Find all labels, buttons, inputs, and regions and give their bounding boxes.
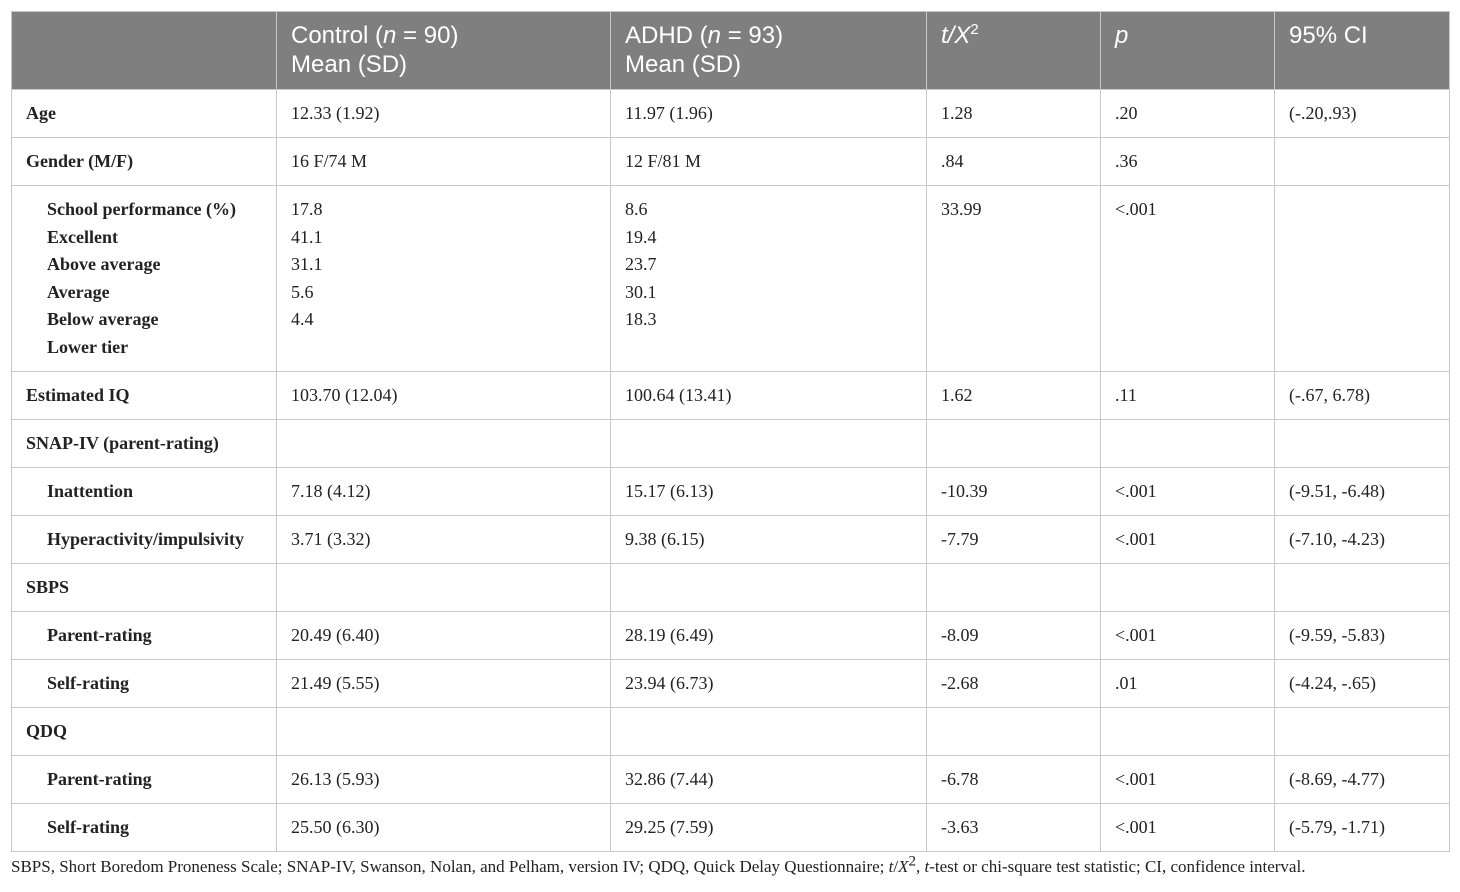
cell-stat: -8.09 xyxy=(927,612,1101,660)
cell-p: <.001 xyxy=(1101,516,1275,564)
header-p-text: p xyxy=(1115,22,1129,49)
header-stat-slash: / xyxy=(947,22,955,49)
footnote-slash: / xyxy=(893,857,899,876)
cell-p: <.001 xyxy=(1101,804,1275,852)
school-adhd-value: 30.1 xyxy=(625,281,657,302)
cell-stat xyxy=(927,708,1101,756)
cell-adhd: 32.86 (7.44) xyxy=(611,756,927,804)
row-label: SBPS xyxy=(12,564,277,612)
row-label: SNAP-IV (parent-rating) xyxy=(12,420,277,468)
cell-control: 25.50 (6.30) xyxy=(277,804,611,852)
cell-ci: (-8.69, -4.77) xyxy=(1275,756,1450,804)
cell-control: 26.13 (5.93) xyxy=(277,756,611,804)
cell-control: 7.18 (4.12) xyxy=(277,468,611,516)
school-label: Below average xyxy=(47,309,159,329)
cell-adhd: 23.94 (6.73) xyxy=(611,660,927,708)
row-label: Parent-rating xyxy=(12,756,277,804)
school-label: Lower tier xyxy=(47,336,129,357)
footnote-x: X xyxy=(898,857,909,876)
cell-adhd xyxy=(611,564,927,612)
cell-stat xyxy=(927,564,1101,612)
cell-ci-school xyxy=(1275,186,1450,372)
cell-ci: (-.20,.93) xyxy=(1275,90,1450,138)
school-label: Excellent xyxy=(47,226,118,247)
school-adhd-value: 8.6 xyxy=(625,199,648,219)
table-row-iq xyxy=(12,372,1450,420)
cell-control: 3.71 (3.32) xyxy=(277,516,611,564)
cell-p: .01 xyxy=(1101,660,1275,708)
table-container xyxy=(11,11,1449,852)
cell-p: <.001 xyxy=(1101,612,1275,660)
table-row-inattention xyxy=(12,468,1450,516)
school-adhd-value: 23.7 xyxy=(625,254,657,274)
school-control-value: 4.4 xyxy=(291,309,314,329)
cell-control: 12.33 (1.92) xyxy=(277,90,611,138)
header-adhd-sub: Mean (SD) xyxy=(625,51,742,78)
school-control-value: 31.1 xyxy=(291,254,323,274)
footnote-sup: 2 xyxy=(908,853,916,870)
cell-adhd-school xyxy=(611,186,927,372)
cell-control-school xyxy=(277,186,611,372)
cell-control: 16 F/74 M xyxy=(277,138,611,186)
cell-ci xyxy=(1275,708,1450,756)
footnote-sep: , xyxy=(915,857,925,876)
table-row-qdq-self xyxy=(12,804,1450,852)
row-label: Parent-rating xyxy=(12,612,277,660)
footnote-t2: t xyxy=(924,857,930,876)
cell-stat: -6.78 xyxy=(927,756,1101,804)
cell-adhd xyxy=(611,420,927,468)
school-control-value: 41.1 xyxy=(291,226,323,247)
row-label: Inattention xyxy=(12,468,277,516)
school-label: School performance (%) xyxy=(47,199,236,219)
demographics-table xyxy=(11,11,1450,852)
row-label: Age xyxy=(12,90,277,138)
footnote-part2: -test or chi-square test statistic; CI, confidence interval. xyxy=(929,857,1306,876)
row-label: Estimated IQ xyxy=(12,372,277,420)
cell-stat: 1.62 xyxy=(927,372,1101,420)
header-adhd xyxy=(611,12,927,90)
row-label: Gender (M/F) xyxy=(12,138,277,186)
cell-adhd: 9.38 (6.15) xyxy=(611,516,927,564)
header-empty xyxy=(12,12,277,90)
cell-control: 21.49 (5.55) xyxy=(277,660,611,708)
cell-adhd: 29.25 (7.59) xyxy=(611,804,927,852)
cell-p: .36 xyxy=(1101,138,1275,186)
header-p xyxy=(1101,12,1275,90)
cell-p: <.001 xyxy=(1101,756,1275,804)
cell-adhd: 15.17 (6.13) xyxy=(611,468,927,516)
cell-stat xyxy=(927,420,1101,468)
row-label: Hyperactivity/impulsivity xyxy=(12,516,277,564)
cell-ci: (-9.51, -6.48) xyxy=(1275,468,1450,516)
header-adhd-post: = 93) xyxy=(721,22,784,49)
school-label: Average xyxy=(47,281,110,302)
cell-adhd: 100.64 (13.41) xyxy=(611,372,927,420)
cell-stat: -7.79 xyxy=(927,516,1101,564)
header-control-sub: Mean (SD) xyxy=(291,51,408,78)
header-adhd-pre: ADHD ( xyxy=(625,22,708,49)
school-control-value: 5.6 xyxy=(291,281,314,302)
header-ci: 95% CI xyxy=(1275,12,1450,90)
cell-p-school: <.001 xyxy=(1101,186,1275,372)
cell-ci xyxy=(1275,420,1450,468)
table-row-hyperactivity xyxy=(12,516,1450,564)
school-label: Above average xyxy=(47,254,161,274)
school-adhd-value: 19.4 xyxy=(625,226,657,247)
cell-ci xyxy=(1275,564,1450,612)
footnote-t: t xyxy=(888,857,894,876)
cell-p: <.001 xyxy=(1101,468,1275,516)
header-stat-t: t xyxy=(941,22,948,49)
table-row-snap-iv xyxy=(12,420,1450,468)
header-stat-sup: 2 xyxy=(970,21,979,38)
table-row-sbps xyxy=(12,564,1450,612)
cell-stat: -3.63 xyxy=(927,804,1101,852)
table-row-sbps-parent xyxy=(12,612,1450,660)
header-control-pre: Control ( xyxy=(291,22,384,49)
table-row-age xyxy=(12,90,1450,138)
footnote-part1: SBPS, Short Boredom Proneness Scale; SNAP-IV, Swanson, Nolan, and Pelham, version IV; QDQ, Quick Delay Questionnaire; xyxy=(11,857,889,876)
header-control xyxy=(277,12,611,90)
row-label: Self-rating xyxy=(12,660,277,708)
cell-stat: -10.39 xyxy=(927,468,1101,516)
cell-ci: (-7.10, -4.23) xyxy=(1275,516,1450,564)
cell-ci: (-.67, 6.78) xyxy=(1275,372,1450,420)
cell-p: .20 xyxy=(1101,90,1275,138)
cell-stat: 1.28 xyxy=(927,90,1101,138)
table-row-qdq-parent xyxy=(12,756,1450,804)
cell-adhd: 28.19 (6.49) xyxy=(611,612,927,660)
cell-p xyxy=(1101,420,1275,468)
cell-p xyxy=(1101,564,1275,612)
header-control-post: = 90) xyxy=(396,22,459,49)
table-row-qdq xyxy=(12,708,1450,756)
row-label: Self-rating xyxy=(12,804,277,852)
header-stat xyxy=(927,12,1101,90)
row-label-school xyxy=(12,186,277,372)
table-row-school-performance xyxy=(12,186,1450,372)
cell-ci xyxy=(1275,138,1450,186)
cell-adhd: 11.97 (1.96) xyxy=(611,90,927,138)
school-control-value: 17.8 xyxy=(291,199,323,219)
table-footnote xyxy=(11,853,1449,877)
header-stat-x: X xyxy=(954,22,971,49)
cell-ci: (-5.79, -1.71) xyxy=(1275,804,1450,852)
header-control-n: n xyxy=(383,22,397,49)
cell-stat-school: 33.99 xyxy=(927,186,1101,372)
cell-stat: .84 xyxy=(927,138,1101,186)
table-row-gender xyxy=(12,138,1450,186)
row-label: QDQ xyxy=(12,708,277,756)
header-adhd-n: n xyxy=(707,22,722,49)
cell-control xyxy=(277,564,611,612)
cell-p xyxy=(1101,708,1275,756)
cell-adhd: 12 F/81 M xyxy=(611,138,927,186)
cell-ci: (-4.24, -.65) xyxy=(1275,660,1450,708)
cell-stat: -2.68 xyxy=(927,660,1101,708)
school-adhd-value: 18.3 xyxy=(625,309,657,329)
cell-ci: (-9.59, -5.83) xyxy=(1275,612,1450,660)
header-row xyxy=(12,12,1450,90)
cell-adhd xyxy=(611,708,927,756)
table-row-sbps-self xyxy=(12,660,1450,708)
cell-control: 103.70 (12.04) xyxy=(277,372,611,420)
cell-control xyxy=(277,708,611,756)
cell-p: .11 xyxy=(1101,372,1275,420)
cell-control: 20.49 (6.40) xyxy=(277,612,611,660)
cell-control xyxy=(277,420,611,468)
